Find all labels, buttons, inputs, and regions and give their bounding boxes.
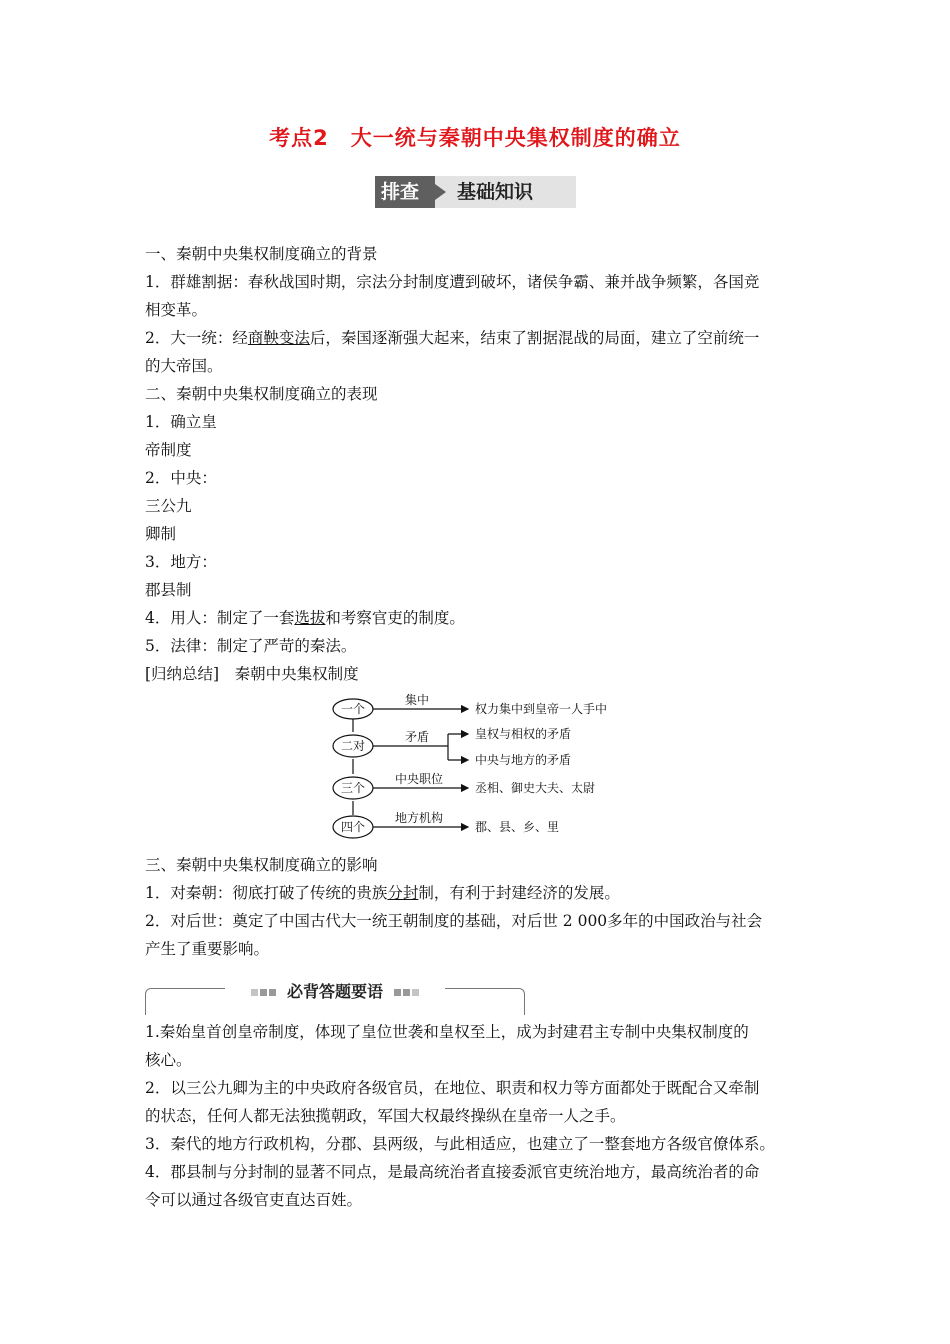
- text-line: 2．以三公九卿为主的中央政府各级官员，在地位、职责和权力等方面都处于既配合又牵制: [145, 1079, 760, 1097]
- text-line: 1．确立皇: [145, 413, 217, 431]
- text-line: 3．地方：: [145, 553, 217, 571]
- text-line: 1．群雄割据：春秋战国时期，宗法分封制度遭到破坏，诸侯争霸、兼并战争频繁，各国竞: [145, 273, 760, 291]
- underlined-term: 选拔: [294, 609, 326, 627]
- text-line: 4．郡县制与分封制的显著不同点，是最高统治者直接委派官吏统治地方，最高统治者的命: [145, 1163, 760, 1181]
- text-line: 三公九: [145, 497, 192, 515]
- diagram-edge-label: 集中: [405, 693, 430, 707]
- page-title: 考点2 大一统与秦朝中央集权制度的确立: [269, 126, 681, 150]
- text-line: 一、秦朝中央集权制度确立的背景: [145, 245, 378, 263]
- text-line: 令可以通过各级官吏直达百姓。: [145, 1191, 363, 1209]
- banner-left-label: 排查: [375, 176, 435, 208]
- diagram-target: 皇权与相权的矛盾: [475, 727, 572, 741]
- text-line: 二、秦朝中央集权制度确立的表现: [145, 385, 378, 403]
- text-line: 郡县制: [145, 581, 192, 599]
- text-line: 2．中央：: [145, 469, 217, 487]
- diagram-node-label: 二对: [340, 739, 366, 753]
- diagram-node-label: 三个: [340, 781, 366, 795]
- text-line: 1．对秦朝：彻底打破了传统的贵族分封制，有利于封建经济的发展。: [145, 884, 620, 902]
- text-line: 3．秦代的地方行政机构，分郡、县两级，与此相适应，也建立了一整套地方各级官僚体系。: [145, 1135, 775, 1153]
- diagram-target: 中央与地方的矛盾: [475, 753, 572, 767]
- banner-arrow-icon: [435, 184, 446, 200]
- system-diagram: [330, 692, 630, 842]
- text-line: 5．法律：制定了严苛的秦法。: [145, 637, 357, 655]
- diagram-target: 郡、县、乡、里: [475, 820, 560, 834]
- text-line: 相变革。: [145, 301, 208, 319]
- diagram-edge-label: 矛盾: [405, 730, 430, 744]
- section-header-label: 必背答题要语: [225, 982, 445, 1002]
- text-line: 的状态，任何人都无法独揽朝政，军国大权最终操纵在皇帝一人之手。: [145, 1107, 626, 1125]
- text-line: 的大帝国。: [145, 357, 223, 375]
- text-line: 三、秦朝中央集权制度确立的影响: [145, 856, 378, 874]
- underlined-term: 分封: [387, 884, 419, 902]
- text-line: 4．用人：制定了一套选拔和考察官吏的制度。: [145, 609, 465, 627]
- banner-right-label: 基础知识: [457, 181, 534, 203]
- section-banner: [375, 176, 576, 208]
- text-line: 帝制度: [145, 441, 192, 459]
- text-line: 卿制: [145, 525, 177, 543]
- diagram-edge-label: 地方机构: [395, 811, 444, 825]
- underlined-term: 商鞅变法: [247, 329, 310, 347]
- diagram-node-label: 一个: [340, 702, 366, 716]
- text-line: 产生了重要影响。: [145, 940, 270, 958]
- section-header: [145, 982, 525, 1016]
- diagram-target: 丞相、御史大夫、太尉: [475, 781, 596, 795]
- text-line: [归纳总结] 秦朝中央集权制度: [145, 665, 359, 683]
- text-line: 2．大一统：经商鞅变法后，秦国逐渐强大起来，结束了割据混战的局面，建立了空前统一: [145, 329, 760, 347]
- diagram-node-label: 四个: [340, 820, 366, 834]
- diagram-target: 权力集中到皇帝一人手中: [475, 702, 608, 716]
- text-line: 核心。: [145, 1051, 192, 1069]
- text-line: 1.秦始皇首创皇帝制度，体现了皇位世袭和皇权至上，成为封建君主专制中央集权制度的: [145, 1023, 749, 1041]
- diagram-edge-label: 中央职位: [395, 772, 444, 786]
- text-line: 2．对后世：奠定了中国古代大一统王朝制度的基础，对后世 2 000多年的中国政治与社会: [145, 912, 763, 930]
